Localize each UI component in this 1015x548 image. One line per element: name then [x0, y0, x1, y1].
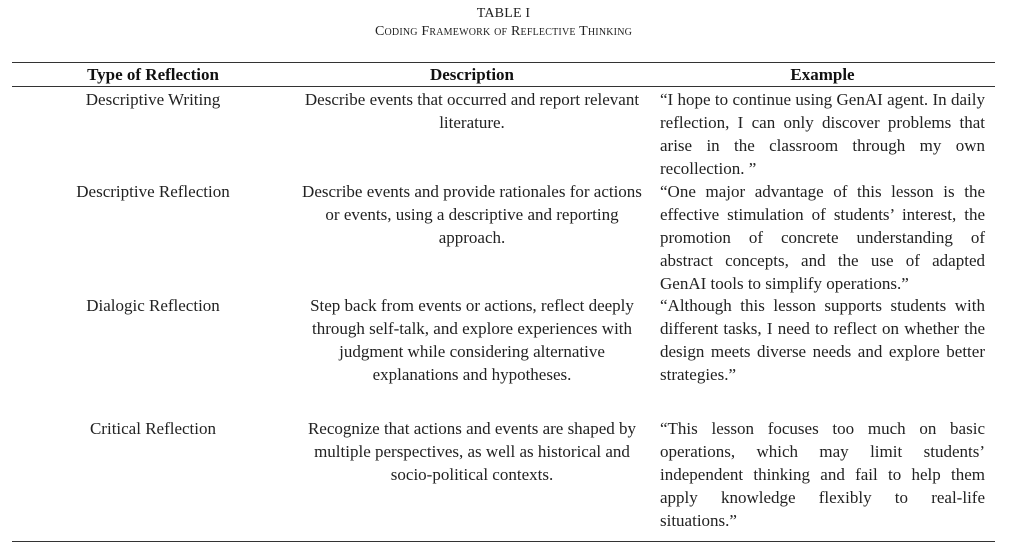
- column-header-description: Description: [429, 65, 515, 84]
- column-header-type: Type of Reflection: [87, 65, 219, 84]
- column-header-example: Example: [790, 65, 855, 84]
- table-header-rule: [12, 86, 995, 87]
- table-label: TABLE I: [476, 6, 531, 21]
- table-bottom-rule: [12, 541, 995, 542]
- reflection-type-cell: Critical Reflection: [89, 419, 217, 438]
- description-cell: Describe events that occurred and report relevant literature.: [304, 90, 640, 132]
- description-cell: Describe events and provide rationales for actions or events, using a descriptive and reporting approach.: [302, 182, 642, 247]
- description-cell: Step back from events or actions, reflect deeply through self-talk, and explore experiences with judgment while considering alternative explanations and hypotheses.: [310, 296, 634, 384]
- reflection-type-cell: Descriptive Writing: [85, 90, 221, 109]
- example-cell: “This lesson focuses too much on basic operations, which may limit students’ independent thinking and fail to help them apply knowledge flexibly to real-life situations.”: [660, 419, 985, 530]
- example-cell: “I hope to continue using GenAI agent. In daily reflection, I can only discover problems that arise in the classroom through my own recollection. ”: [660, 90, 985, 178]
- description-cell: Recognize that actions and events are shaped by multiple perspectives, as well as historical and socio-political contexts.: [307, 419, 637, 484]
- example-cell: “Although this lesson supports students with different tasks, I need to reflect on whether the design meets diverse needs and explore better strategies.”: [660, 296, 985, 384]
- example-cell: “One major advantage of this lesson is the effective stimulation of students’ interest, the promotion of concrete understanding of abstract concepts, and the use of adapted GenAI tools to simplify operations.”: [660, 182, 985, 293]
- table-top-rule: [12, 62, 995, 63]
- reflection-type-cell: Descriptive Reflection: [76, 182, 230, 201]
- reflection-type-cell: Dialogic Reflection: [86, 296, 220, 315]
- table-title: Coding Framework of Reflective Thinking: [374, 24, 633, 39]
